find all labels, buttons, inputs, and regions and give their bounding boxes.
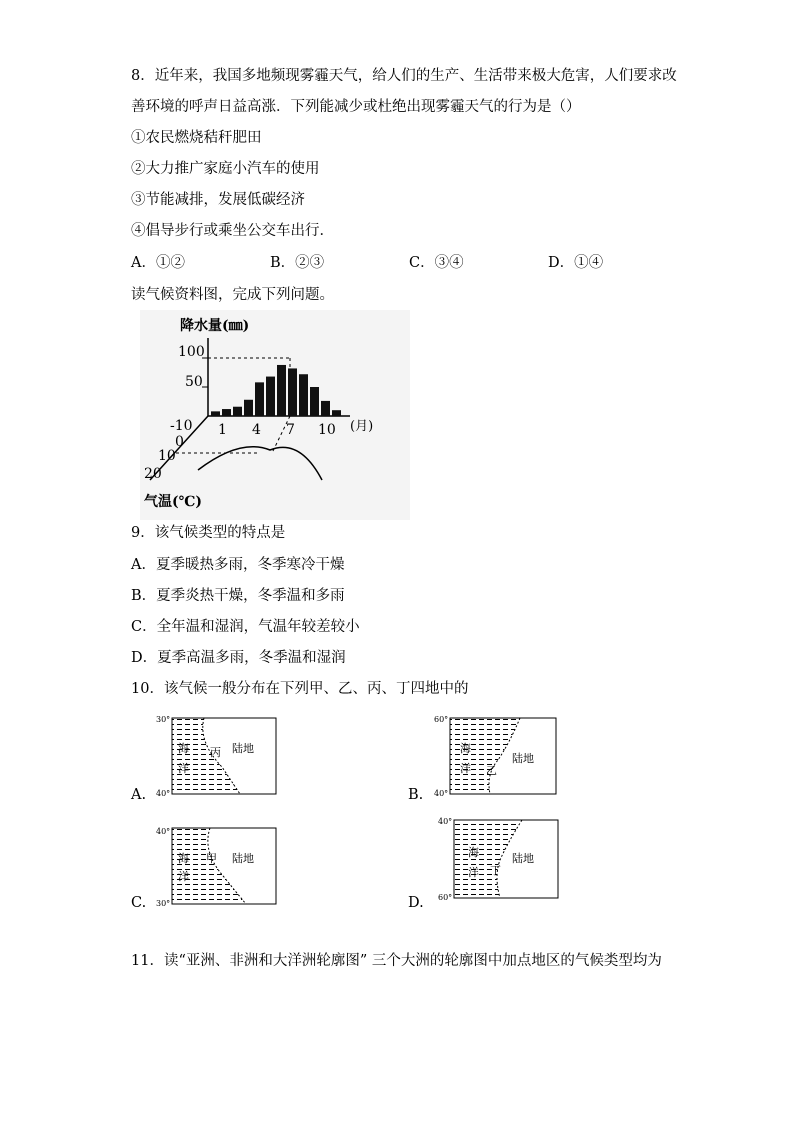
q8-line1: 8．近年来，我国多地频现雾霾天气，给人们的生产、生活带来极大危害，人们要求改 [131, 68, 677, 84]
month-unit: (月) [350, 419, 374, 434]
temp-tick-neg10: -10 [170, 418, 193, 434]
precip-bar-3 [233, 407, 242, 416]
map-b-sea2: 洋 [460, 762, 471, 775]
q8-item-1: ①农民燃烧秸秆肥田 [131, 130, 262, 146]
temp-tick-10: 10 [158, 448, 176, 464]
map-b-sea1: 海 [460, 742, 471, 755]
map-a-land: 陆地 [232, 742, 254, 755]
month-tick-10: 10 [318, 422, 336, 438]
precip-bar-5 [255, 382, 264, 416]
q9-option-d: D．夏季高温多雨，冬季温和湿润 [131, 650, 346, 666]
precip-bar-2 [222, 409, 231, 416]
climate-chart [140, 310, 410, 520]
map-c [152, 822, 282, 910]
precip-bar-6 [266, 377, 275, 416]
map-c-top-lat: 40° [156, 827, 171, 836]
map-a-letter: A. [131, 787, 147, 803]
map-d-sea2: 洋 [468, 866, 479, 879]
q8-option-d: D．①④ [548, 255, 604, 271]
map-d-sea1: 海 [468, 846, 479, 859]
month-tick-4: 4 [252, 422, 261, 438]
precip-axis-label: 降水量(㎜) [180, 318, 250, 334]
temp-tick-20: 20 [144, 466, 162, 482]
temp-axis-label: 气温(℃) [144, 494, 203, 510]
temp-tick-0: 0 [175, 434, 184, 450]
map-a-sea2: 洋 [178, 762, 189, 775]
q10-stem: 10．该气候一般分布在下列甲、乙、丙、丁四地中的 [131, 681, 469, 697]
map-c-letter: C. [131, 895, 147, 911]
map-a-place: 丙 [210, 746, 221, 759]
q11-stem: 11．读“亚洲、非洲和大洋洲轮廓图” 三个大洲的轮廓图中加点地区的气候类型均为 [131, 953, 662, 969]
map-d-top-lat: 40° [438, 817, 453, 826]
map-a [152, 712, 282, 800]
q9-option-c: C．全年温和湿润，气温年较差较小 [131, 619, 360, 635]
map-b [430, 712, 560, 800]
month-tick-7: 7 [286, 422, 295, 438]
q8-line2: 善环境的呼声日益高涨．下列能减少或杜绝出现雾霾天气的行为是（） [131, 99, 581, 115]
map-d [430, 812, 560, 904]
map-b-top-lat: 60° [434, 715, 449, 724]
map-b-land: 陆地 [512, 752, 534, 765]
chart-intro: 读气候资料图，完成下列问题。 [131, 287, 334, 303]
q8-item-4: ④倡导步行或乘坐公交车出行． [131, 223, 334, 239]
map-c-bottom-lat: 30° [156, 899, 171, 908]
q8-item-2: ②大力推广家庭小汽车的使用 [131, 161, 320, 177]
map-a-bottom-lat: 40° [156, 789, 171, 798]
q8-option-c: C．③④ [409, 255, 464, 271]
precip-tick-100: 100 [178, 344, 205, 360]
map-d-land: 陆地 [512, 852, 534, 865]
map-a-sea1: 海 [178, 742, 189, 755]
map-d-letter: D. [408, 895, 424, 911]
precip-bar-10 [310, 387, 319, 416]
map-b-letter: B. [408, 787, 424, 803]
q9-option-b: B．夏季炎热干燥，冬季温和多雨 [131, 588, 345, 604]
q8-item-3: ③节能减排，发展低碳经济 [131, 192, 305, 208]
month-tick-1: 1 [218, 422, 227, 438]
precip-bar-11 [321, 401, 330, 416]
q8-option-b: B．②③ [270, 255, 325, 271]
precip-bar-9 [299, 374, 308, 416]
map-d-bottom-lat: 60° [438, 893, 453, 902]
map-c-sea2: 洋 [178, 870, 189, 883]
precip-bar-4 [244, 400, 253, 416]
precip-bar-8 [288, 368, 297, 416]
map-a-top-lat: 30° [156, 715, 171, 724]
map-d-place: 丁 [490, 864, 501, 877]
precip-bar-1 [211, 411, 220, 416]
precip-bar-12 [332, 410, 341, 416]
precip-bar-7 [277, 365, 286, 416]
map-c-place: 甲 [206, 852, 217, 865]
precip-tick-50: 50 [185, 374, 203, 390]
map-b-place: 乙 [486, 764, 497, 777]
q9-option-a: A．夏季暖热多雨，冬季寒冷干燥 [131, 557, 345, 573]
map-c-sea1: 海 [178, 852, 189, 865]
map-b-bottom-lat: 40° [434, 789, 449, 798]
q9-stem: 9．该气候类型的特点是 [131, 525, 286, 541]
map-c-land: 陆地 [232, 852, 254, 865]
q8-option-a: A．①② [131, 255, 185, 271]
